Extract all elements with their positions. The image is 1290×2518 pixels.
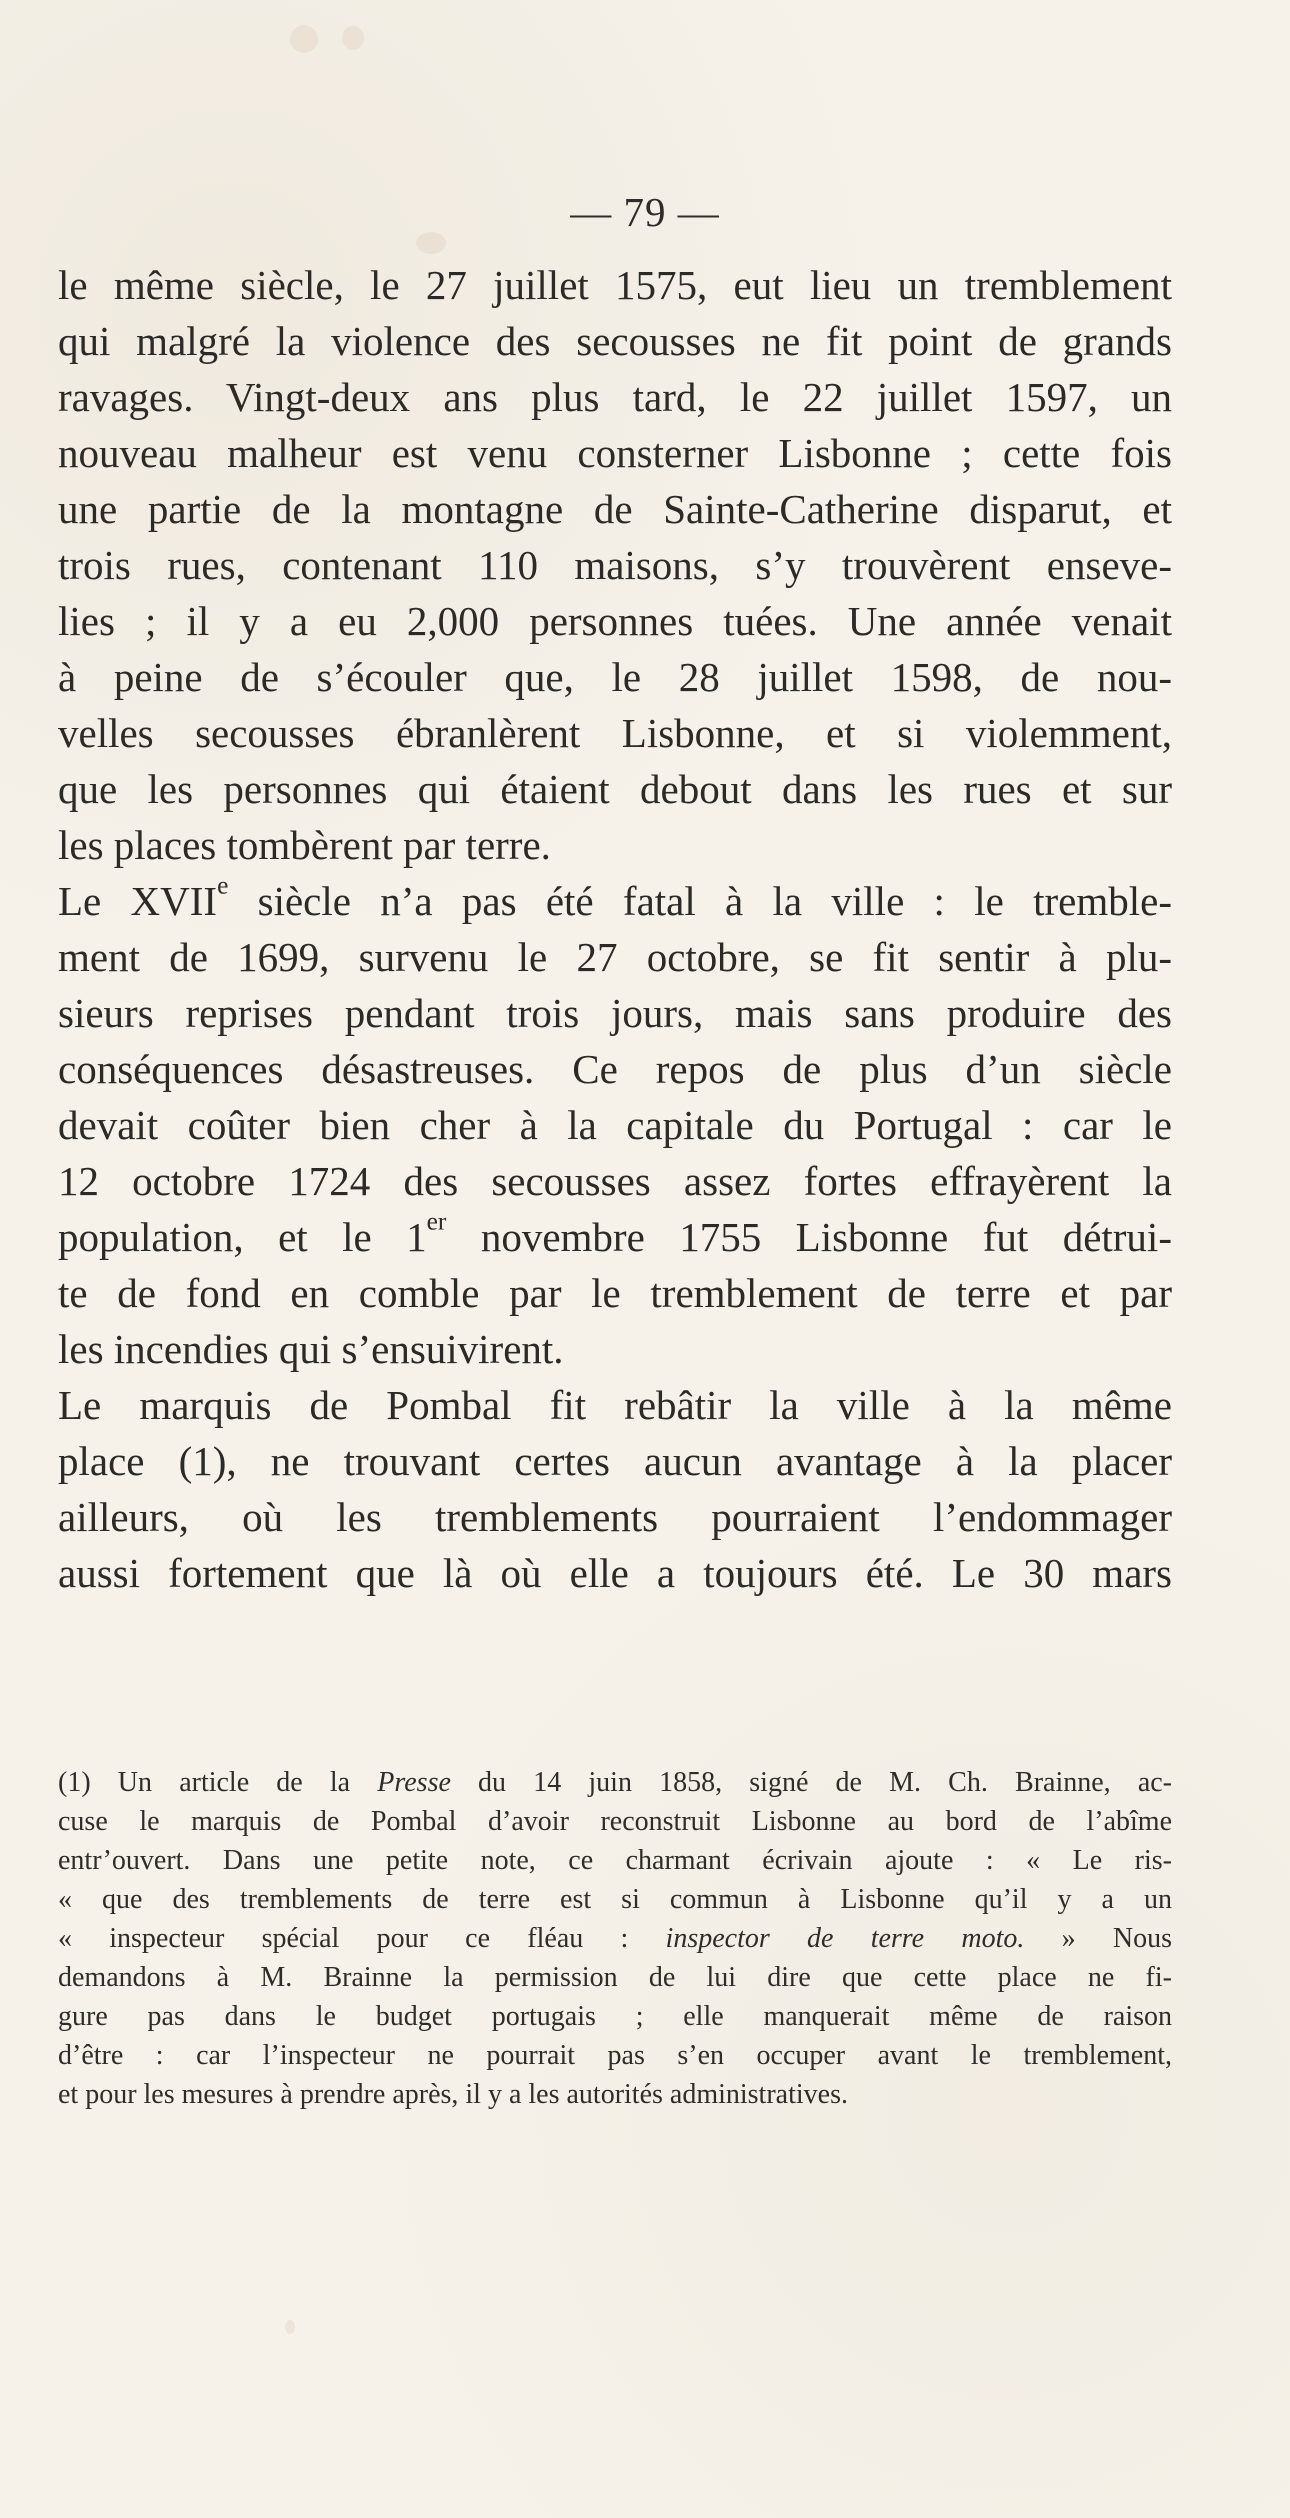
text-line: Le marquis de Pombal fit rebâtir la ville à la même <box>58 1382 1172 1428</box>
paper-stain <box>342 26 364 50</box>
text-line: à peine de s’écouler que, le 28 juillet 1598, de nou- <box>58 654 1172 700</box>
text-line: une partie de la montagne de Sainte-Catherine disparut, et <box>58 486 1172 532</box>
text-fragment: population, et le 1 <box>58 1214 427 1260</box>
text-fragment: « inspecteur spécial pour ce fléau : <box>58 1923 666 1954</box>
text-line: que les personnes qui étaient debout dans les rues et sur <box>58 766 1172 812</box>
text-fragment: siècle n’a pas été fatal à la ville : le tremble- <box>228 878 1172 924</box>
footnote-line: entr’ouvert. Dans une petite note, ce charmant écrivain ajoute : « Le ris- <box>58 1845 1172 1876</box>
paper-stain <box>285 2320 295 2334</box>
text-fragment: du 14 juin 1858, signé de M. Ch. Brainne, ac- <box>450 1767 1173 1798</box>
superscript: er <box>426 1207 447 1236</box>
italic-fragment: inspector de terre moto. <box>665 1923 1025 1954</box>
text-line: qui malgré la violence des secousses ne fit point de grands <box>58 318 1172 364</box>
text-line: 12 octobre 1724 des secousses assez fortes effrayèrent la <box>58 1158 1172 1204</box>
text-line: devait coûter bien cher à la capitale du Portugal : car le <box>58 1102 1172 1148</box>
superscript: e <box>217 871 229 900</box>
text-line: ravages. Vingt-deux ans plus tard, le 22 juillet 1597, un <box>58 374 1172 420</box>
text-line: place (1), ne trouvant certes aucun avantage à la placer <box>58 1438 1172 1484</box>
text-line: ailleurs, où les tremblements pourraient l’endommager <box>58 1494 1172 1540</box>
paper-stain <box>290 25 318 53</box>
text-line: sieurs reprises pendant trois jours, mais sans produire des <box>58 990 1172 1036</box>
text-line-paragraph-end: les incendies qui s’ensuivirent. <box>58 1326 564 1372</box>
main-text <box>58 257 1172 1601</box>
text-line: aussi fortement que là où elle a toujours été. Le 30 mars <box>58 1550 1172 1596</box>
page-number: — 79 — <box>570 189 720 235</box>
text-fragment: (1) Un article de la <box>58 1767 378 1798</box>
text-line: te de fond en comble par le tremblement de terre et par <box>58 1270 1172 1316</box>
footnote-line-with-italic <box>58 1919 1172 1958</box>
text-line-with-superscript <box>58 873 1172 929</box>
text-line: lies ; il y a eu 2,000 personnes tuées. Une année venait <box>58 598 1172 644</box>
footnote-line: demandons à M. Brainne la permission de lui dire que cette place ne fi- <box>58 1962 1172 1993</box>
footnote <box>58 1763 1172 2114</box>
text-fragment: » Nous <box>1024 1923 1172 1954</box>
text-line-with-superscript <box>58 1209 1172 1265</box>
text-line: ment de 1699, survenu le 27 octobre, se fit sentir à plu- <box>58 934 1172 980</box>
footnote-line: cuse le marquis de Pombal d’avoir reconstruit Lisbonne au bord de l’abîme <box>58 1806 1172 1837</box>
italic-fragment: Presse <box>377 1767 451 1798</box>
text-fragment: Le XVII <box>58 878 218 924</box>
text-fragment: novembre 1755 Lisbonne fut détrui- <box>446 1214 1172 1260</box>
text-line-paragraph-end: les places tombèrent par terre. <box>58 822 551 868</box>
footnote-line: d’être : car l’inspecteur ne pourrait pas s’en occuper avant le tremblement, <box>58 2040 1172 2071</box>
footnote-line: gure pas dans le budget portugais ; elle manquerait même de raison <box>58 2001 1172 2032</box>
footnote-line-with-italic <box>58 1763 1172 1802</box>
text-line: conséquences désastreuses. Ce repos de plus d’un siècle <box>58 1046 1172 1092</box>
footnote-line-end: et pour les mesures à prendre après, il y a les autorités administratives. <box>58 2079 848 2110</box>
text-line: le même siècle, le 27 juillet 1575, eut lieu un tremblement <box>58 262 1172 308</box>
text-line: trois rues, contenant 110 maisons, s’y trouvèrent enseve- <box>58 542 1172 588</box>
text-line: velles secousses ébranlèrent Lisbonne, et si violemment, <box>58 710 1172 756</box>
text-line: nouveau malheur est venu consterner Lisbonne ; cette fois <box>58 430 1172 476</box>
footnote-line: « que des tremblements de terre est si commun à Lisbonne qu’il y a un <box>58 1884 1172 1915</box>
